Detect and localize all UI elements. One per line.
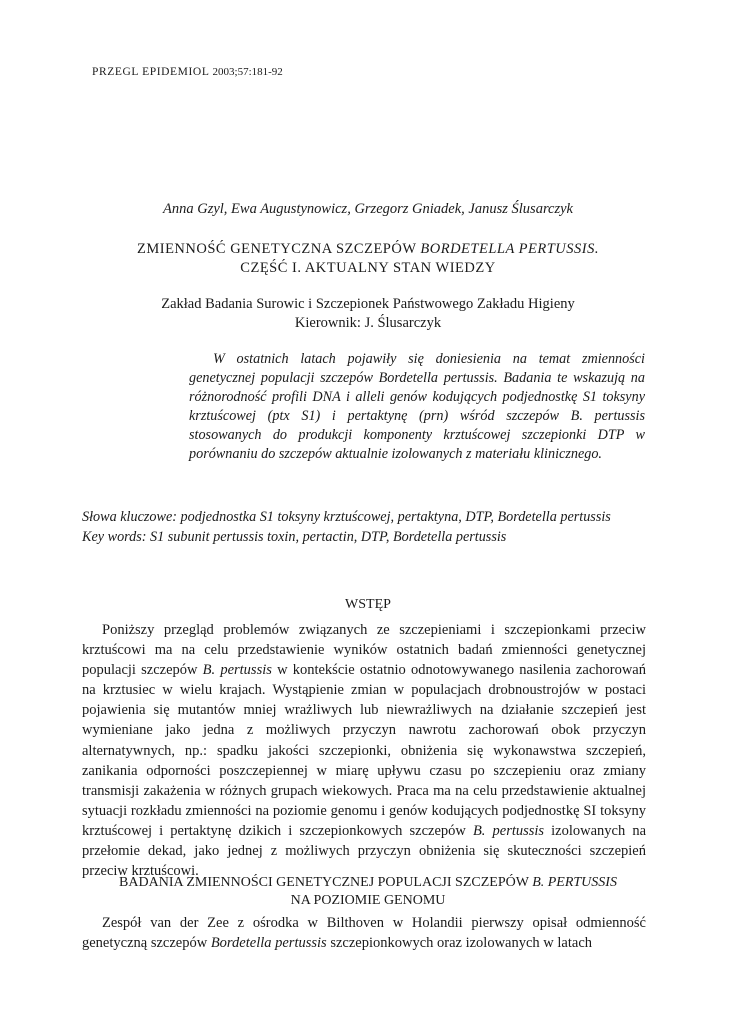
affiliation-head: Kierownik: J. Ślusarczyk (294, 315, 442, 331)
genome-text: Zespół van der Zee z ośrodka w Bilthoven w Holandii pierwszy opisał odmienność genetyczną szczepów (82, 915, 646, 952)
journal-header (92, 66, 283, 78)
species-name: B. pertussis (202, 662, 272, 679)
title-line-2: CZĘŚĆ I. AKTUALNY STAN WIEDZY (240, 260, 496, 276)
genome-heading-prefix: BADANIA ZMIENNOŚCI GENETYCZNEJ POPULACJI SZCZEPÓW (119, 875, 533, 890)
journal-citation: 2003;57:181-92 (212, 66, 283, 78)
article-title (0, 240, 736, 278)
genome-text: szczepionkowych oraz izolowanych w latach (326, 935, 593, 952)
affiliation (0, 295, 736, 333)
title-species: BORDETELLA PERTUSSIS. (420, 241, 599, 257)
intro-text: izolowanych na przełomie dekad, jako jednej z możliwych przyczyn obniżenia się skuteczności szczepień przeciw krztuścowi. (82, 822, 646, 880)
affiliation-institution: Zakład Badania Surowic i Szczepionek Państwowego Zakładu Higieny (161, 296, 575, 312)
intro-paragraph (82, 620, 646, 881)
genome-heading-line-2: NA POZIOMIE GENOMU (290, 893, 446, 908)
author-list: Anna Gzyl, Ewa Augustynowicz, Grzegorz Gniadek, Janusz Ślusarczyk (163, 201, 573, 217)
abstract: W ostatnich latach pojawiły się doniesienia na temat zmienności genetycznej populacji szczepów Bordetella pertussis. Badania te wskazują na różnorodność profili DNA i alleli genów kodujących podjednostkę S1 toksyny krztuścowej (ptx S1) i pertaktynę (prn) wśród szczepów B. pertussis stosowanych do produkcji komponenty krztuścowej szczepionki DTP w porównaniu do szczepów aktualnie izolowanych z materiału klinicznego. (189, 351, 645, 463)
species-name: B. pertussis (472, 822, 545, 839)
section-heading-genome (0, 874, 736, 910)
species-name: Bordetella pertussis (210, 935, 327, 952)
title-prefix: ZMIENNOŚĆ GENETYCZNA SZCZEPÓW (137, 241, 421, 257)
keywords-english: Key words: S1 subunit pertussis toxin, pertactin, DTP, Bordetella pertussis (82, 529, 507, 545)
title-line-1 (0, 240, 736, 259)
section-heading-intro: WSTĘP (345, 597, 391, 612)
genome-heading-line-1 (0, 874, 736, 892)
intro-text: Poniższy przegląd problemów związanych ze szczepieniami i szczepionkami przeciw krztuścowi ma na celu przedstawienie wyników ostatnich badań zmienności genetycznej populacji szczepów (82, 622, 646, 679)
keywords-block (82, 507, 646, 547)
genome-heading-species: B. PERTUSSIS (532, 875, 617, 890)
intro-text: w kontekście ostatnio odnotowywanego nasilenia zachorowań na krztusiec w wielu krajach. Wystąpienie zmian w populacjach drobnoustrojów w postaci pojawienia się mutantów mniej wrażliwych lub niewrażliwych na działanie szczepień jest wymieniane jako jedna z możliwych przyczyn nawrotu zachorowań obok przyczyn alternatywnych, np.: spadku jakości szczepionki, obniżenia się wykonawstwa szczepień, zanikania odporności poszczepiennej w miarę upływu czasu po szczepieniu oraz zmiany transmisji zakażenia w różnych grupach wiekowych. Praca ma na celu przedstawienie aktualnej sytuacji rozkładu zmienności na poziomie genomu i genów kodujących podjednostkę SI toksyny krztuścowej i pertaktynę dzikich i szczepionkowych szczepów (82, 662, 646, 839)
genome-paragraph (82, 913, 646, 953)
keywords-polish: Słowa kluczowe: podjednostka S1 toksyny krztuścowej, pertaktyna, DTP, Bordetella pertussis (82, 509, 611, 525)
journal-name: PRZEGL EPIDEMIOL (92, 66, 210, 78)
